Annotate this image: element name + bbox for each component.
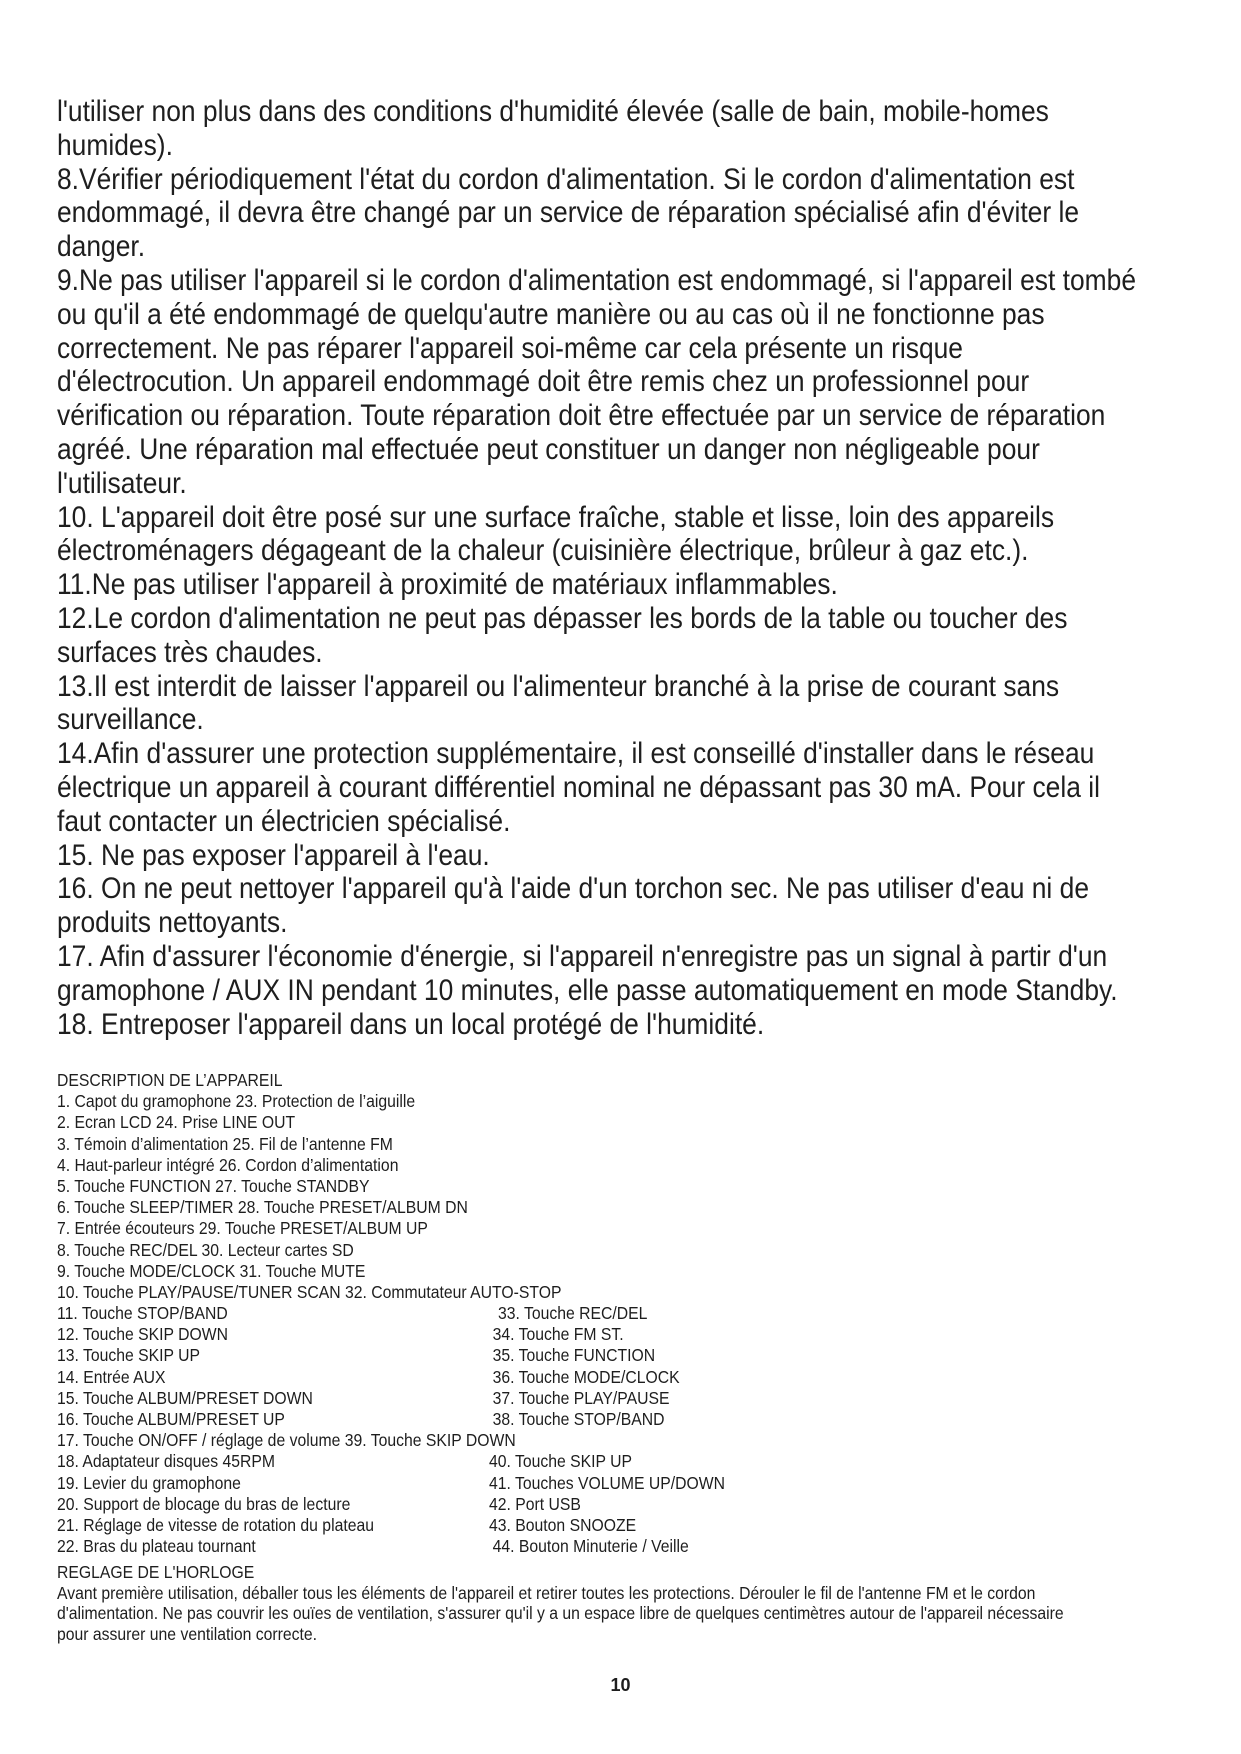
safety-line: électrique un appareil à courant différentiel nominal ne dépassant pas 30 mA. Pour cela il [57, 770, 1100, 804]
part-right: 36. Touche MODE/CLOCK [492, 1366, 680, 1387]
part-left: 13. Touche SKIP UP [57, 1345, 201, 1366]
clock-line: Avant première utilisation, déballer tous les éléments de l'appareil et retirer toutes les protections. Dérouler le fil de l'antenne FM et le cordon [57, 1582, 1036, 1603]
safety-line: correctement. Ne pas réparer l'appareil soi-même car cela présente un risque [57, 331, 964, 365]
part-left: 21. Réglage de vitesse de rotation du plateau [57, 1514, 374, 1535]
part-right: 35. Touche FUNCTION [492, 1345, 656, 1366]
safety-line: 10. L'appareil doit être posé sur une surface fraîche, stable et lisse, loin des appareils [57, 500, 1055, 534]
safety-line: surfaces très chaudes. [57, 635, 323, 669]
part-right: 34. Touche FM ST. [492, 1324, 624, 1345]
description-line: 1. Capot du gramophone 23. Protection de l’aiguille [57, 1091, 416, 1112]
description-line: 5. Touche FUNCTION 27. Touche STANDBY [57, 1175, 370, 1196]
description-line: 7. Entrée écouteurs 29. Touche PRESET/ALBUM UP [57, 1218, 428, 1239]
part-left: 20. Support de blocage du bras de lecture [57, 1493, 351, 1514]
description-line: 9. Touche MODE/CLOCK 31. Touche MUTE [57, 1260, 366, 1281]
page-number: 10 [610, 1675, 631, 1695]
safety-line: d'électrocution. Un appareil endommagé doit être remis chez un professionnel pour [57, 365, 1030, 399]
safety-line: 12.Le cordon d'alimentation ne peut pas dépasser les bords de la table ou toucher des [57, 601, 1068, 635]
clock-setting-section [57, 1562, 1092, 1644]
clock-line: pour assurer une ventilation correcte. [57, 1623, 318, 1644]
part-left: 18. Adaptateur disques 45RPM [57, 1451, 276, 1472]
description-line: 4. Haut-parleur intégré 26. Cordon d’alimentation [57, 1154, 399, 1175]
safety-line: électroménagers dégageant de la chaleur (cuisinière électrique, brûleur à gaz etc.). [57, 534, 1029, 568]
safety-line: l'utiliser non plus dans des conditions d'humidité élevée (salle de bain, mobile-homes [57, 95, 1049, 128]
description-pair-row [57, 1494, 1092, 1515]
safety-line: ou qu'il a été endommagé de quelqu'autre manière ou au cas où il ne fonctionne pas [57, 297, 1045, 331]
description-pair-row [57, 1324, 1092, 1345]
clock-title: REGLAGE DE L'HORLOGE [57, 1562, 255, 1582]
part-left: 16. Touche ALBUM/PRESET UP [57, 1409, 285, 1429]
device-description [57, 1070, 1092, 1557]
safety-line: 13.Il est interdit de laisser l'appareil ou l'alimenteur branché à la prise de courant sans [57, 669, 1060, 703]
safety-line: l'utilisateur. [57, 466, 187, 500]
part-left: 22. Bras du plateau tournant [57, 1536, 256, 1557]
description-pair-row [57, 1451, 1092, 1472]
description-pair-row [57, 1473, 1092, 1494]
safety-line: 17. Afin d'assurer l'économie d'énergie, si l'appareil n'enregistre pas un signal à partir d'un [57, 939, 1108, 973]
description-line: 6. Touche SLEEP/TIMER 28. Touche PRESET/ALBUM DN [57, 1197, 468, 1218]
safety-line: 9.Ne pas utiliser l'appareil si le cordon d'alimentation est endommagé, si l'appareil est tombé [57, 263, 1137, 297]
description-line: 2. Ecran LCD 24. Prise LINE OUT [57, 1112, 296, 1133]
safety-instructions [57, 95, 1137, 1041]
part-right: 42. Port USB [489, 1493, 581, 1514]
part-left: 12. Touche SKIP DOWN [57, 1324, 228, 1345]
description-pair-row [57, 1388, 1092, 1409]
description-pair-row [57, 1536, 1092, 1557]
description-pair-row [57, 1303, 1092, 1324]
part-left: 19. Levier du gramophone [57, 1472, 241, 1493]
part-right: 44. Bouton Minuterie / Veille [492, 1536, 689, 1557]
safety-line: 18. Entreposer l'appareil dans un local protégé de l'humidité. [57, 1007, 765, 1041]
safety-line: gramophone / AUX IN pendant 10 minutes, elle passe automatiquement en mode Standby. [57, 973, 1118, 1007]
description-pair-row [57, 1515, 1092, 1536]
part-left: 15. Touche ALBUM/PRESET DOWN [57, 1387, 313, 1408]
part-left: 11. Touche STOP/BAND [57, 1303, 228, 1324]
safety-line: 14.Afin d'assurer une protection supplémentaire, il est conseillé d'installer dans le réseau [57, 737, 1095, 771]
description-pair-row [57, 1345, 1092, 1366]
part-right: 33. Touche REC/DEL [498, 1303, 648, 1324]
description-pair-row [57, 1367, 1092, 1388]
safety-line: 8.Vérifier périodiquement l'état du cordon d'alimentation. Si le cordon d'alimentation est [57, 162, 1075, 196]
safety-line: agréé. Une réparation mal effectuée peut constituer un danger non négligeable pour [57, 432, 1040, 466]
part-right: 37. Touche PLAY/PAUSE [492, 1387, 670, 1408]
safety-line: faut contacter un électricien spécialisé. [57, 804, 511, 838]
part-left: 14. Entrée AUX [57, 1366, 166, 1387]
description-line: 10. Touche PLAY/PAUSE/TUNER SCAN 32. Commutateur AUTO-STOP [57, 1281, 562, 1302]
safety-line: 11.Ne pas utiliser l'appareil à proximité de matériaux inflammables. [57, 568, 838, 602]
description-pair-row [57, 1409, 1092, 1430]
safety-line: endommagé, il devra être changé par un service de réparation spécialisé afin d'éviter le [57, 196, 1080, 230]
description-line: 17. Touche ON/OFF / réglage de volume 39. Touche SKIP DOWN [57, 1430, 516, 1451]
safety-line: humides). [57, 128, 173, 162]
part-right: 41. Touches VOLUME UP/DOWN [489, 1472, 726, 1493]
part-right: 40. Touche SKIP UP [489, 1451, 633, 1472]
clock-line: d'alimentation. Ne pas couvrir les ouïes de ventilation, s'assurer qu'il y a un espace libre de quelques centimètres autour de l'appareil nécessaire [57, 1603, 1064, 1623]
safety-line: 15. Ne pas exposer l'appareil à l'eau. [57, 838, 490, 872]
part-right: 43. Bouton SNOOZE [489, 1514, 637, 1535]
safety-line: produits nettoyants. [57, 906, 288, 940]
safety-line: 16. On ne peut nettoyer l'appareil qu'à l'aide d'un torchon sec. Ne pas utiliser d'eau ni de [57, 872, 1090, 906]
safety-line: vérification ou réparation. Toute réparation doit être effectuée par un service de réparation [57, 399, 1106, 433]
description-title: DESCRIPTION DE L’APPAREIL [57, 1070, 283, 1090]
part-right: 38. Touche STOP/BAND [492, 1409, 665, 1429]
description-line: 3. Témoin d’alimentation 25. Fil de l’antenne FM [57, 1133, 393, 1154]
safety-line: danger. [57, 230, 146, 264]
safety-line: surveillance. [57, 703, 204, 737]
description-line: 8. Touche REC/DEL 30. Lecteur cartes SD [57, 1239, 354, 1260]
